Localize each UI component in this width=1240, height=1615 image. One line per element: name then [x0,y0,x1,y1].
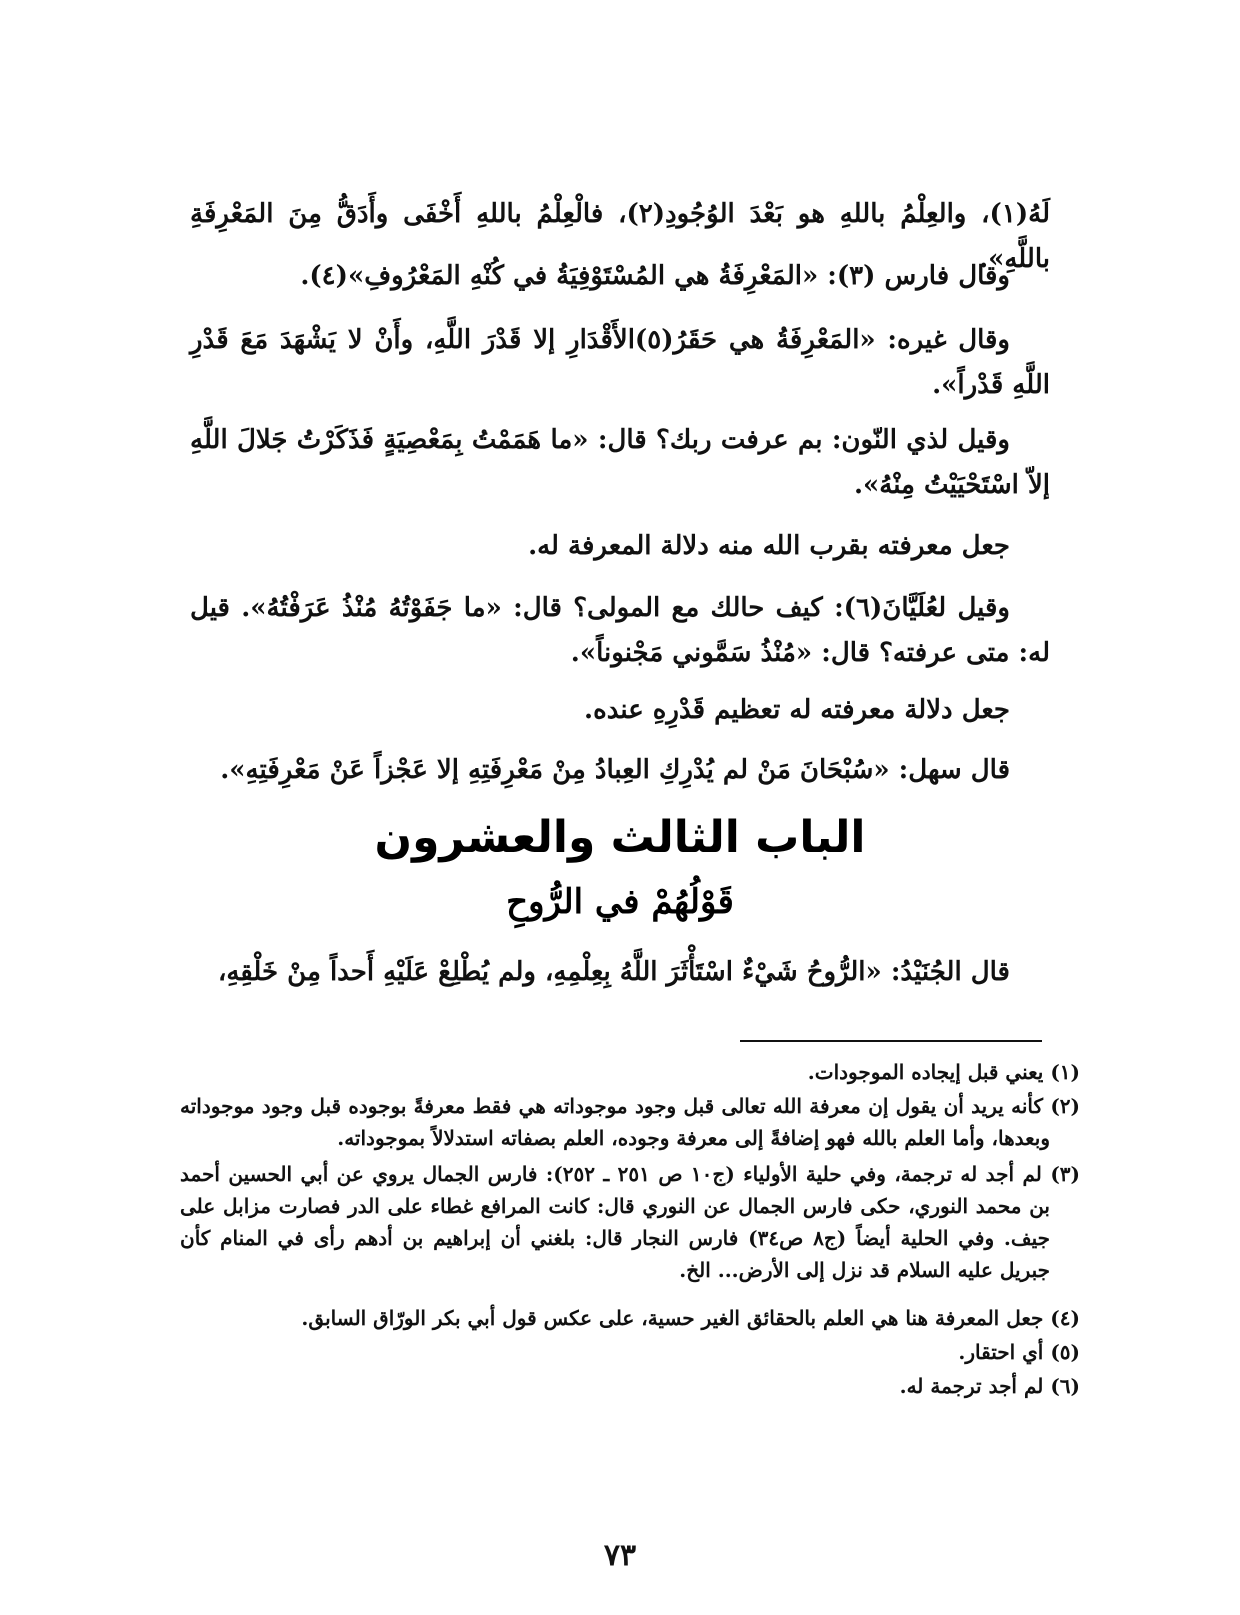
footnote-2: (٢) كأنه يريد أن يقول إن معرفة الله تعالى قبل وجود موجوداته هي فقط معرفةً بوجوده قبل وجود موجوداته وبعدها، وأما العلم بالله فهو إضافةً إلى معرفة وجوده، العلم بصفاته استدلالاً بموجوداته. [180,1094,1081,1150]
paragraph-8: قال سهل: «سُبْحَانَ مَنْ لم يُدْرِكِ العِبادُ مِنْ مَعْرِفَتِهِ إلا عَجْزاً عَنْ مَعْرِفَتِهِ». [220,755,1010,785]
chapter-title: الباب الثالث والعشرون [374,812,866,863]
footnote-5: (٥) أي احتقار. [958,1340,1080,1364]
chapter-subtitle: قَوْلُهُمْ في الرُّوحِ [506,882,734,922]
paragraph-4: وقيل لذي النّون: بم عرفت ربك؟ قال: «ما هَمَمْتُ بِمَعْصِيَةٍ فَذَكَرْتُ جَلالَ اللَّهِ إلاّ اسْتَحْيَيْتُ مِنْهُ». [190,425,1050,500]
paragraph-6: وقيل لعُلَيَّانَ(٦): كيف حالك مع المولى؟ قال: «ما جَفَوْتُهُ مُنْذُ عَرَفْتُهُ». قيل له: متى عرفته؟ قال: «مُنْذُ سَمَّوني مَجْنوناً». [190,593,1050,668]
paragraph-5: جعل معرفته بقرب الله منه دلالة المعرفة له. [528,531,1010,561]
footnote-divider [740,1040,1042,1042]
page-number: ٧٣ [603,1538,637,1573]
footnote-1: (١) يعني قبل إيجاده الموجودات. [807,1060,1080,1084]
footnote-6: (٦) لم أجد ترجمة له. [899,1374,1080,1398]
footnote-3: (٣) لم أجد له ترجمة، وفي حلية الأولياء (ج١٠ ص ٢٥١ ـ ٢٥٢): فارس الجمال يروي عن أبي الحسين أحمد بن محمد النوري، حكى فارس الجمال عن النوري قال: كانت المرافع غطاء على الدر فصارت مزابل على جيف. وفي الحلية أيضاً (ج٨ ص٣٤) فارس النجار قال: بلغني أن إبراهيم بن أدهم رأى في المنام كأن جبريل عليه السلام قد نزل إلى الأرض... الخ. [180,1162,1080,1282]
footnote-4: (٤) جعل المعرفة هنا هي العلم بالحقائق الغير حسية، على عكس قول أبي بكر الورّاق السابق. [301,1306,1080,1330]
paragraph-2: وقال فارس (٣): «المَعْرِفَةُ هي المُسْتَوْفِيَةُ في كُنْهِ المَعْرُوفِ»(٤). [300,261,1010,291]
paragraph-7: جعل دلالة معرفته له تعظيم قَدْرِهِ عنده. [584,695,1010,725]
paragraph-1: لَهُ(١)، والعِلْمُ باللهِ هو بَعْدَ الوُجُودِ(٢)، فالْعِلْمُ باللهِ أَخْفَى وأَدَقُّ مِنَ المَعْرِفَةِ باللَّهِ». [190,199,1050,274]
paragraph-9: قال الجُنَيْدُ: «الرُّوحُ شَيْءٌ اسْتَأْثَرَ اللَّهُ بِعِلْمِهِ، ولم يُطْلِعْ عَلَيْهِ أَحداً مِنْ خَلْقِهِ، [217,957,1010,987]
paragraph-3: وقال غيره: «المَعْرِفَةُ هي حَقَرُ(٥)الأَقْدَارِ إلا قَدْرَ اللَّهِ، وأَنْ لا يَشْهَدَ مَعَ قَدْرِ اللَّهِ قَدْراً». [190,325,1050,400]
